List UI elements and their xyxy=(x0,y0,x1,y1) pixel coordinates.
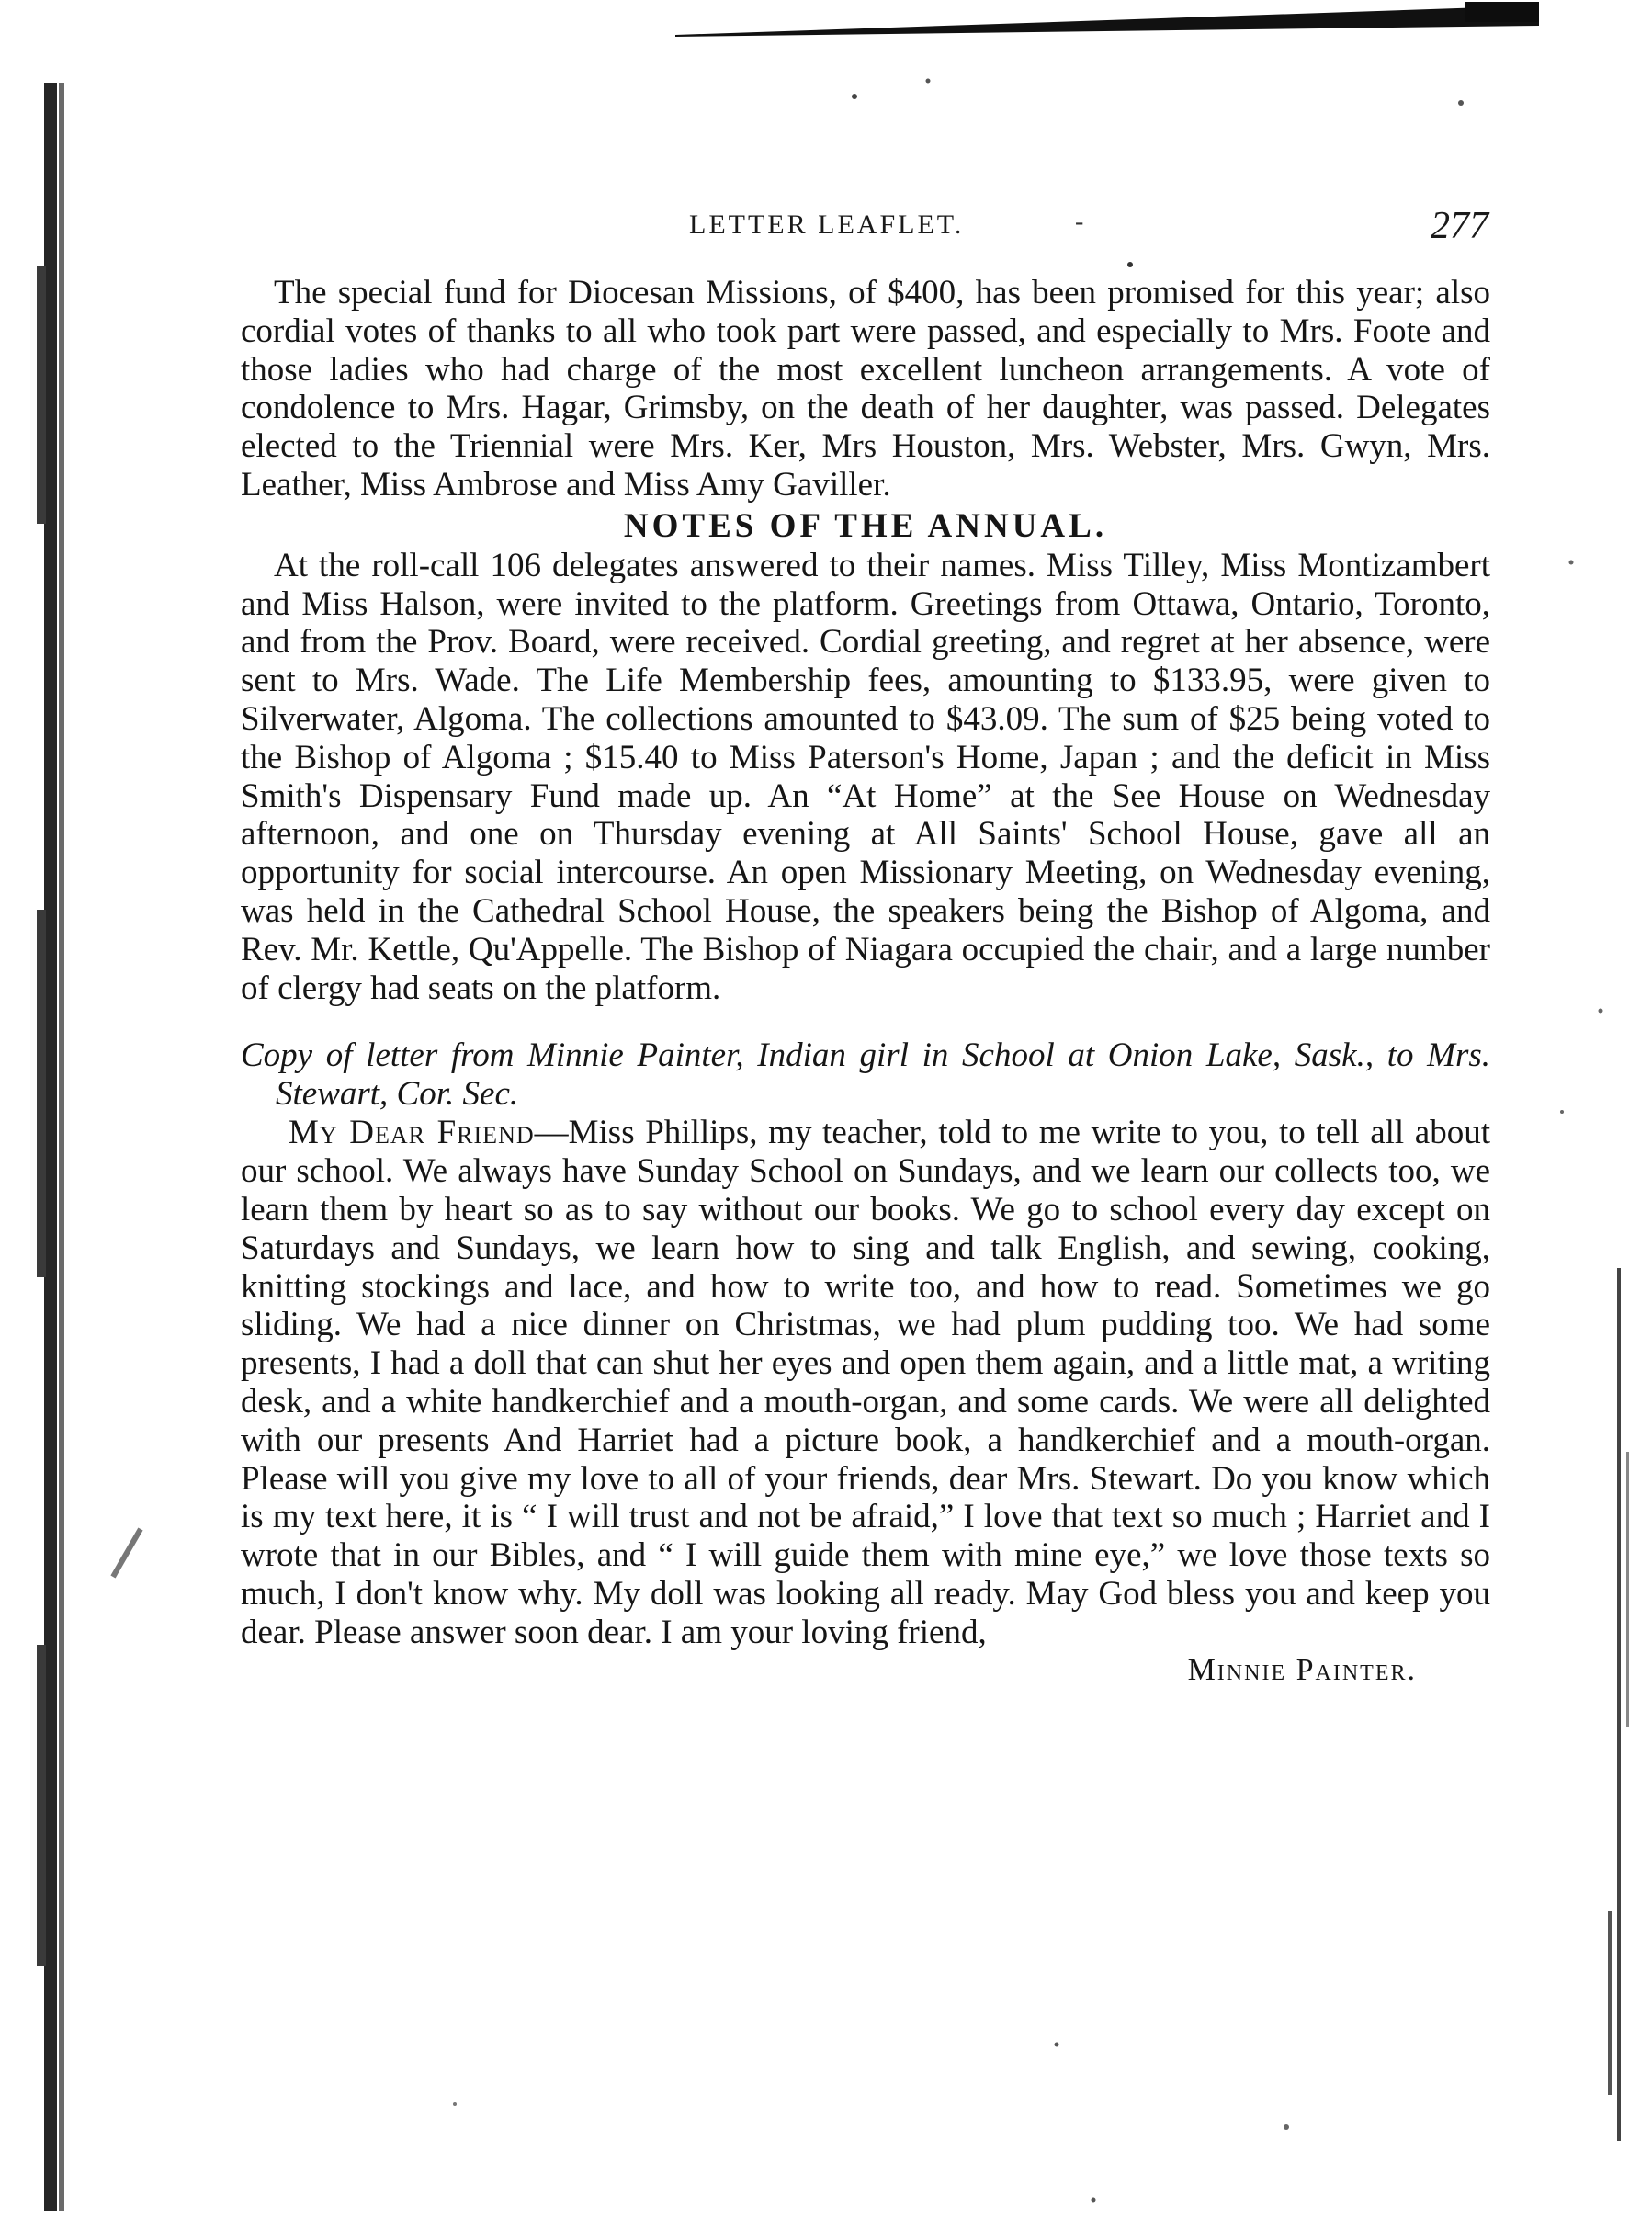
binding-edge-shadow xyxy=(37,83,156,2211)
letter-body xyxy=(241,1114,1490,1651)
page-number: 277 xyxy=(1431,205,1488,247)
letter-signature: Minnie Painter. xyxy=(1187,1652,1417,1687)
right-edge-specks xyxy=(1590,1268,1652,2141)
header-dash: - xyxy=(1075,208,1084,236)
running-header xyxy=(597,204,1516,250)
top-margin-rule xyxy=(675,0,1539,37)
notes-heading: NOTES OF THE ANNUAL. xyxy=(623,506,1108,545)
letter-body-text: —Miss Phillips, my teacher, told to me write to you, to tell all about our school. We always have Sunday School on Sundays, and we learn our collects too, we learn them by heart so as to say without our books. We go to school every day except on Saturdays and Sundays, we learn how to sing and talk English, and sewing, cooking, knitting stockings and lace, and how to write too, and how to read. Sometimes we go sliding. We had a nice dinner on Christmas, we had plum pudding too. We had some presents, I had a doll that can shut her eyes and open them again, and a little mat, a writing desk, and a white handkerchief and a mouth-organ, and some cards. We were all delighted with our presents And Harriet had a picture book, a handkerchief and a mouth-organ. Please will you give my love to all of your friends, dear Mrs. Stewart. Do you know which is my text here, it is “ I will trust and not be afraid,” I love that text so much ; Harriet and I wrote that in our Bibles, and “ I will guide them with mine eye,” we love those texts so much, I don't know why. My doll was looking all ready. May God bless you and keep you dear. Please answer soon dear. I am your loving friend, xyxy=(241,1114,1490,1651)
letter-greeting: My Dear Friend xyxy=(289,1114,535,1152)
running-title: LETTER LEAFLET. xyxy=(689,210,965,240)
paragraph-diocesan-fund: The special fund for Diocesan Missions, of $400, has been promised for this year; also cordial votes of thanks to all who took part were passed, and especially to Mrs. Foote and those ladies who had charge of the most excellent luncheon arrangements. A vote of condolence to Mrs. Hagar, Grimsby, on the death of her daughter, was passed. Delegates elected to the Triennial were Mrs. Ker, Mrs Houston, Mrs. Webster, Mrs. Gwyn, Mrs. Leather, Miss Ambrose and Miss Amy Gaviller. xyxy=(241,274,1490,504)
paragraph-annual-notes: At the roll-call 106 delegates answered to their names. Miss Tilley, Miss Montizambert and Miss Halson, were invited to the platform. Greetings from Ottawa, Ontario, Toronto, and from the Prov. Board, were received. Cordial greeting, and regret at her absence, were sent to Mrs. Wade. The Life Membership fees, amounting to $133.95, were given to Silverwater, Algoma. The collections amounted to $43.09. The sum of $25 being voted to the Bishop of Algoma ; $15.40 to Miss Paterson's Home, Japan ; and the deficit in Miss Smith's Dispensary Fund made up. An “At Home” at the See House on Wednesday afternoon, and one on Thursday evening at All Saints' School House, gave all an opportunity for social intercourse. An open Missionary Meeting, on Wednesday evening, was held in the Cathedral School House, the speakers being the Bishop of Algoma, and Rev. Mr. Kettle, Qu'Appelle. The Bishop of Niagara occupied the chair, and a large number of clergy had seats on the platform. xyxy=(241,546,1490,1007)
letter-caption: Copy of letter from Minnie Painter, Indian girl in School at Onion Lake, Sask., to Mrs. Stewart, Cor. Sec. xyxy=(241,1036,1490,1114)
text-column xyxy=(241,274,1490,1689)
